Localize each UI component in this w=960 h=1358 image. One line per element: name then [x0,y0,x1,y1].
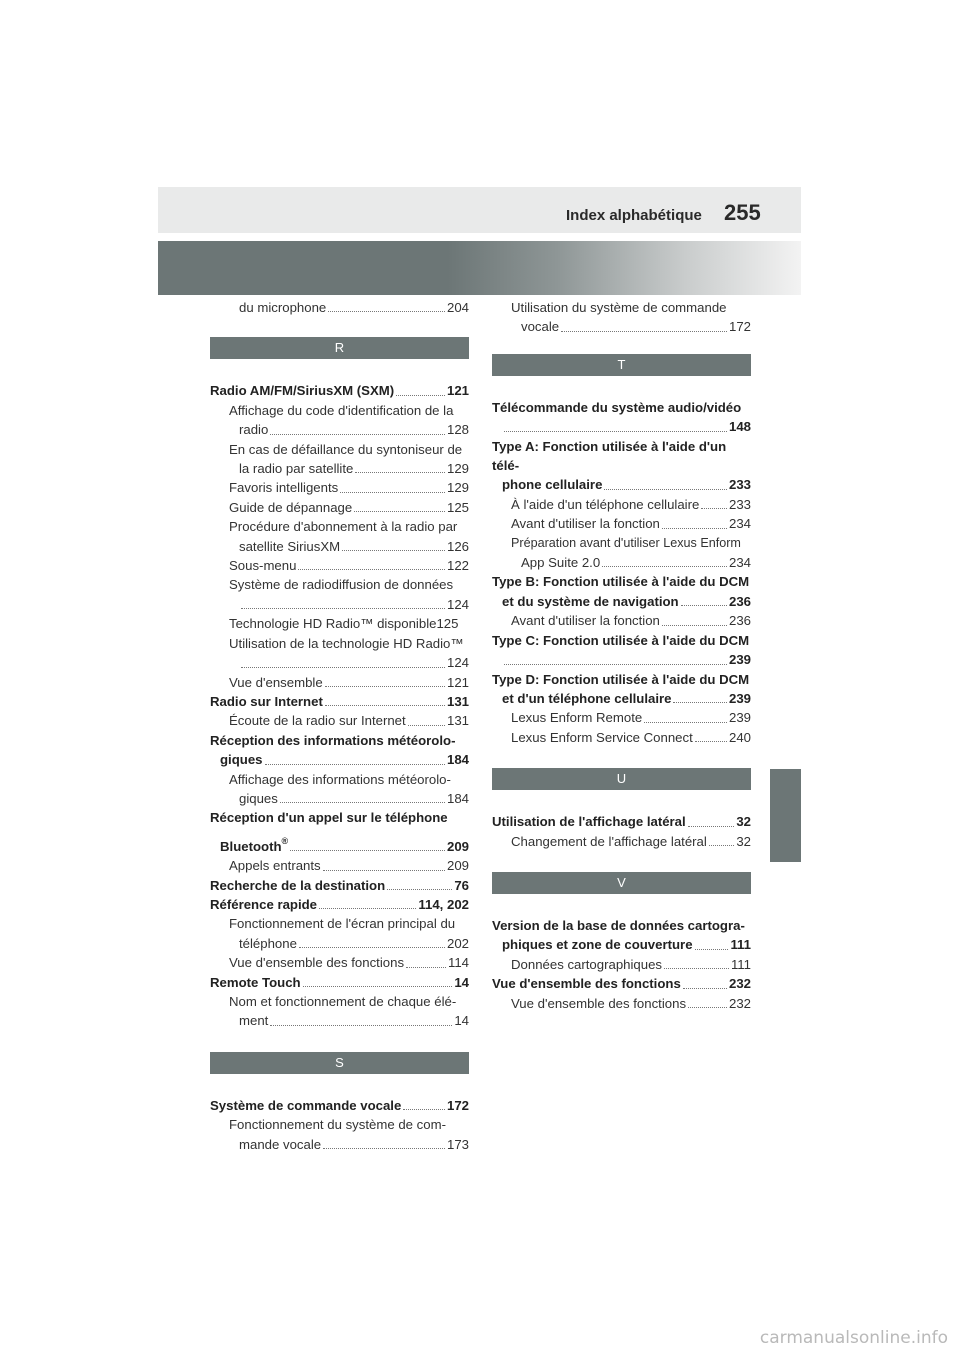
index-entry[interactable]: Système de commande vocale 172 [210,1097,469,1113]
page-number: 255 [724,200,761,225]
index-subentry[interactable]: Changement de l'affichage latéral 32 [511,833,751,849]
index-subentry[interactable]: Fonctionnement de l'écran principal du téléphone 202 [229,916,469,951]
index-subentry[interactable]: À l'aide d'un téléphone cellulaire 233 [511,496,751,512]
index-subentry[interactable]: Appels entrants 209 [229,858,469,874]
index-subentry[interactable]: Écoute de la radio sur Internet 131 [229,713,469,729]
header-bar [158,187,801,233]
index-subentry[interactable]: Avant d'utiliser la fonction 236 [511,613,751,629]
index-entry[interactable]: Type A: Fonction utilisée à l'aide d'un télé- phone cellulaire 233 [492,438,751,493]
watermark-link[interactable]: carmanualsonline.info [759,1328,948,1348]
header-gradient-band [158,241,801,295]
index-subentry[interactable]: Affichage des informations météorolo- giques 184 [229,771,469,806]
index-subentry[interactable]: Guide de dépannage 125 [229,499,469,515]
index-subentry[interactable]: Système de radiodiffusion de données 124 [229,577,469,612]
section-header-r: R [210,337,469,359]
index-subentry[interactable]: Données cartographiques 111 [511,956,751,972]
index-entry[interactable]: Type B: Fonction utilisée à l'aide du DCM et du système de navigation 236 [492,574,751,609]
section-header-v: V [492,872,751,894]
section-header-u: U [492,768,751,790]
index-subentry[interactable]: Utilisation de la technologie HD Radio™ 124 [229,635,469,671]
index-subentry[interactable]: Utilisation du système de commande vocale 172 [511,300,751,335]
index-entry[interactable]: Recherche de la destination 76 [210,877,469,893]
index-entry[interactable]: Réception des informations météorolo- giques 184 [210,732,469,768]
index-subentry: du microphone 204 [239,300,469,315]
page-title: Index alphabétique [566,207,702,224]
index-entry[interactable]: Remote Touch 14 [210,974,469,990]
index-subentry[interactable]: Sous-menu 122 [229,558,469,574]
index-subentry[interactable]: Procédure d'abonnement à la radio par satellite SiriusXM 126 [229,519,469,554]
index-subentry[interactable]: Lexus Enform Remote 239 [511,710,751,726]
index-subentry[interactable]: En cas de défaillance du syntoniseur de la radio par satellite 129 [229,441,469,477]
index-entry[interactable]: Vue d'ensemble des fonctions 232 [492,976,751,992]
index-entry[interactable]: Type C: Fonction utilisée à l'aide du DCM 239 [492,632,751,668]
index-entry[interactable]: Utilisation de l'affichage latéral 32 [492,814,751,830]
index-entry[interactable]: Télécommande du système audio/vidéo 148 [492,399,751,435]
index-subentry[interactable]: Favoris intelligents 129 [229,480,469,496]
index-entry[interactable]: Réception d'un appel sur le téléphone Bluetooth® 209 [210,810,469,854]
index-subentry[interactable]: Technologie HD Radio™ disponible 125 [229,616,459,632]
section-header-t: T [492,354,751,376]
index-subentry[interactable]: Fonctionnement du système de com- mande vocale 173 [229,1117,469,1152]
index-entry[interactable]: Version de la base de données cartogra- phiques et zone de couverture 111 [492,917,751,953]
index-subentry[interactable]: Vue d'ensemble des fonctions 114 [229,955,469,971]
index-subentry[interactable]: Avant d'utiliser la fonction 234 [511,516,751,532]
index-subentry[interactable]: Affichage du code d'identification de la radio 128 [229,402,469,438]
index-subentry[interactable]: Préparation avant d'utiliser Lexus Enform App Suite 2.0 234 [511,535,751,571]
index-entry[interactable]: Référence rapide 114, 202 [210,896,469,912]
index-column-left [210,298,469,1154]
section-side-tab [770,769,801,862]
index-subentry[interactable]: Vue d'ensemble des fonctions 232 [511,995,751,1011]
index-subentry[interactable]: Vue d'ensemble 121 [229,674,469,690]
index-entry[interactable]: Radio AM/FM/SiriusXM (SXM) 121 [210,383,469,399]
index-entry[interactable]: Type D: Fonction utilisée à l'aide du DCM et d'un téléphone cellulaire 239 [492,671,751,706]
index-subentry[interactable]: Lexus Enform Service Connect 240 [511,729,751,745]
section-header-s: S [210,1052,469,1074]
index-subentry[interactable]: Nom et fonctionnement de chaque élé- ment 14 [229,994,469,1029]
index-column-right [492,298,751,1013]
index-entry[interactable]: Radio sur Internet 131 [210,693,469,709]
